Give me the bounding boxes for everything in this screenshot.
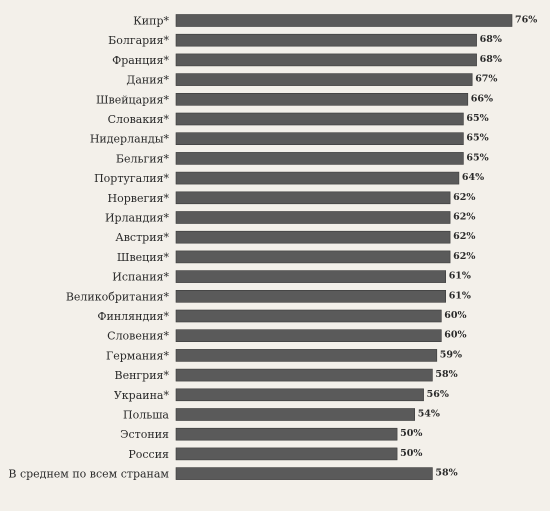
- value-label: 64%: [461, 172, 485, 184]
- category-label: Бельгия*: [115, 152, 169, 166]
- category-label: Великобритания*: [65, 290, 169, 304]
- category-label: Ирландия*: [104, 211, 169, 225]
- value-label: 56%: [426, 388, 449, 400]
- bar: [176, 133, 463, 145]
- category-label: Австрия*: [115, 231, 169, 245]
- value-label: 68%: [479, 53, 502, 65]
- category-label: Украина*: [113, 388, 169, 402]
- category-label: Испания*: [112, 270, 169, 284]
- bar: [176, 54, 477, 66]
- value-label: 62%: [453, 211, 476, 223]
- bar: [176, 310, 441, 322]
- category-label: Словения*: [107, 329, 169, 343]
- category-label: Нидерланды*: [89, 132, 169, 146]
- value-label: 58%: [435, 369, 458, 381]
- value-label: 65%: [466, 152, 489, 164]
- category-label: Польша: [123, 408, 169, 422]
- category-label: Франция*: [112, 53, 169, 67]
- value-label: 62%: [453, 191, 476, 203]
- bar: [176, 271, 446, 283]
- value-label: 65%: [466, 113, 489, 124]
- value-label: 50%: [400, 447, 423, 459]
- category-label: Эстония: [120, 428, 169, 442]
- value-label: 50%: [400, 428, 423, 440]
- category-label: Словакия*: [107, 113, 169, 126]
- category-label: Дания*: [126, 73, 169, 87]
- value-label: 65%: [466, 132, 489, 144]
- bar: [176, 369, 432, 381]
- bar: [176, 349, 437, 361]
- bar: [176, 468, 432, 480]
- category-label: Португалия*: [94, 172, 169, 186]
- category-label: Финляндия*: [97, 310, 169, 323]
- bar: [176, 251, 450, 263]
- bar: [176, 409, 415, 421]
- category-label: Кипр*: [133, 14, 169, 28]
- value-label: 62%: [453, 250, 476, 262]
- bar: [176, 290, 446, 302]
- value-label: 76%: [515, 14, 538, 26]
- value-label: 60%: [444, 310, 467, 321]
- value-label: 54%: [417, 408, 440, 420]
- value-label: 59%: [439, 349, 463, 361]
- bar: [176, 93, 468, 105]
- value-label: 68%: [479, 34, 502, 46]
- category-label: Швейцария*: [95, 93, 169, 107]
- bar: [176, 113, 463, 125]
- bar: [176, 231, 450, 243]
- bar: [176, 389, 424, 401]
- value-label: 67%: [475, 73, 498, 85]
- value-label: 61%: [448, 290, 471, 302]
- category-label: Болгария*: [108, 34, 169, 48]
- bar: [176, 448, 397, 460]
- category-label: Швеция*: [116, 250, 169, 264]
- bar: [176, 428, 397, 440]
- category-label: Россия: [128, 447, 169, 461]
- category-label: Венгрия*: [114, 369, 169, 383]
- category-label: Норвегия*: [107, 191, 169, 205]
- value-label: 58%: [435, 467, 458, 479]
- bar: [176, 192, 450, 204]
- value-label: 61%: [448, 270, 471, 282]
- bar: [176, 34, 477, 46]
- bar: [176, 330, 441, 342]
- value-label: 66%: [470, 93, 494, 105]
- bar: [176, 15, 512, 27]
- bar: [176, 152, 463, 164]
- bar: [176, 212, 450, 224]
- value-label: 60%: [444, 329, 467, 341]
- category-label: Германия*: [105, 349, 169, 363]
- value-label: 62%: [453, 231, 476, 243]
- bar: [176, 74, 472, 86]
- category-label: В среднем по всем странам: [8, 467, 169, 481]
- bar: [176, 172, 459, 184]
